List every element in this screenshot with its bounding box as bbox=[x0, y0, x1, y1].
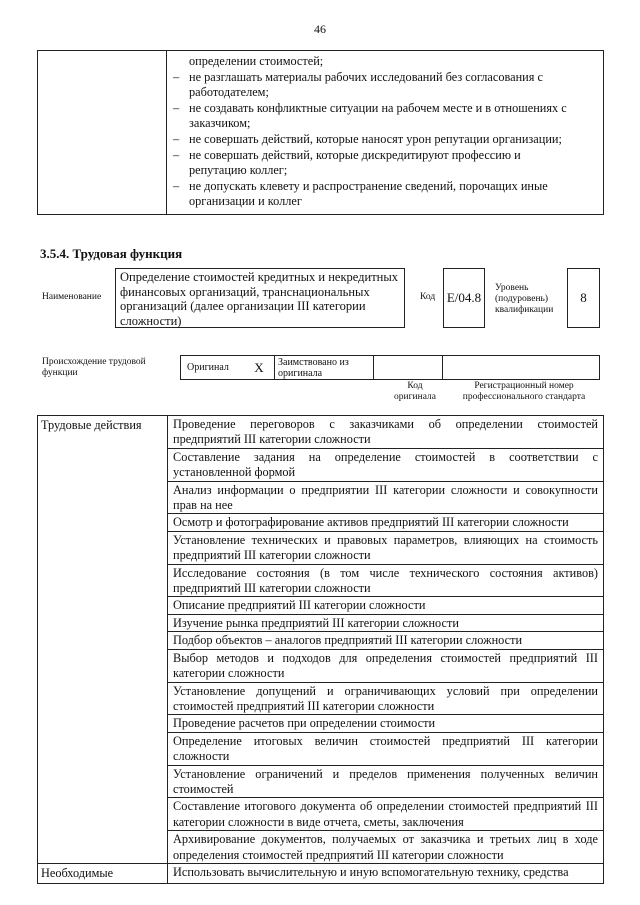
table-row: Составление задания на определение стоимостей в соответствии с установленной формой bbox=[168, 448, 604, 481]
reg-number-cell bbox=[443, 356, 600, 380]
table-row: Использовать вычислительную и иную вспомогательную технику, средства bbox=[168, 863, 604, 883]
table-row: Архивирование документов, получаемых от заказчика и третьих лиц в ходе определения стоимостей предприятий III категории сложности bbox=[168, 831, 604, 864]
origin-table bbox=[180, 355, 600, 380]
table-row: Проведение переговоров с заказчиками об определении стоимостей предприятий III категории сложности bbox=[168, 416, 604, 449]
skills-label: Необходимые bbox=[38, 863, 168, 883]
table-row: Проведение расчетов при определении стоимости bbox=[168, 715, 604, 732]
table-row: Анализ информации о предприятии III категории сложности и совокупности прав на нее bbox=[168, 481, 604, 514]
section-title: 3.5.4. Трудовая функция bbox=[40, 246, 183, 261]
table-row: Описание предприятий III категории сложности bbox=[168, 597, 604, 614]
table-row: Исследование состояния (в том числе технического состояния активов) предприятий III категории сложности bbox=[168, 564, 604, 597]
list-item: – не совершать действий, которые наносят урон репутации организации; bbox=[173, 131, 562, 146]
table-row: Составление итогового документа об определении стоимостей предприятий III категории сложности в виде отчета, сметы, заключения bbox=[168, 798, 604, 831]
table-row: Установление ограничений и пределов применения полученных величин стоимостей bbox=[168, 765, 604, 798]
table-row: Осмотр и фотографирование активов предприятий III категории сложности bbox=[168, 514, 604, 531]
list-item: – не разглашать материалы рабочих исследований без согласования с bbox=[173, 69, 543, 84]
naimenovanie-label: Наименование bbox=[42, 292, 102, 302]
table-row: Определение итоговых величин стоимостей предприятий III категории сложности bbox=[168, 732, 604, 765]
ethics-continuation-table bbox=[37, 50, 604, 215]
naimenovanie-value: Определение стоимостей кредитных и некредитных финансовых организаций, транснациональных организаций (далее организации III категории сложности) bbox=[115, 268, 405, 328]
level-value: 8 bbox=[567, 268, 600, 328]
list-item: – не создавать конфликтные ситуации на рабочем месте и в отношениях с bbox=[173, 100, 567, 115]
borrowed-label: Заимствовано из оригинала bbox=[275, 356, 374, 380]
reg-number-label: Регистрационный номер профессионального стандарта bbox=[462, 381, 586, 402]
original-label: Оригинал bbox=[181, 356, 245, 380]
list-item: определении стоимостей; bbox=[189, 54, 324, 68]
list-item: работодателем; bbox=[189, 85, 269, 100]
table-row: Подбор объектов – аналогов предприятий III категории сложности bbox=[168, 632, 604, 649]
table-row: Изучение рынка предприятий III категории сложности bbox=[168, 614, 604, 631]
list-item: – не допускать клевету и распространение сведений, порочащих иные bbox=[173, 178, 548, 193]
labor-function-table bbox=[37, 415, 604, 884]
code-original-label: Код оригинала bbox=[394, 381, 436, 402]
list-item: – не совершать действий, которые дискредитируют профессию и bbox=[173, 147, 521, 162]
labor-actions-label: Трудовые действия bbox=[38, 416, 168, 864]
kod-label: Код bbox=[420, 292, 436, 302]
empty-cell bbox=[38, 51, 167, 215]
page-number: 46 bbox=[314, 22, 326, 36]
level-label: Уровень (подуровень) квалификации bbox=[495, 283, 554, 315]
table-row: Установление технических и правовых параметров, влияющих на стоимость предприятий III категории сложности bbox=[168, 531, 604, 564]
origin-label: Происхождение трудовой функции bbox=[42, 357, 146, 378]
original-mark: X bbox=[244, 356, 275, 380]
kod-value: E/04.8 bbox=[443, 268, 485, 328]
ethics-list bbox=[167, 51, 604, 215]
table-row: Выбор методов и подходов для определения стоимостей предприятий III категории сложности bbox=[168, 649, 604, 682]
code-original-cell bbox=[374, 356, 443, 380]
list-item: организации и коллег bbox=[189, 194, 302, 209]
table-row: Установление допущений и ограничивающих условий при определении стоимостей предприятий III категории сложности bbox=[168, 682, 604, 715]
list-item: заказчиком; bbox=[189, 116, 251, 131]
list-item: репутацию коллег; bbox=[189, 163, 288, 178]
